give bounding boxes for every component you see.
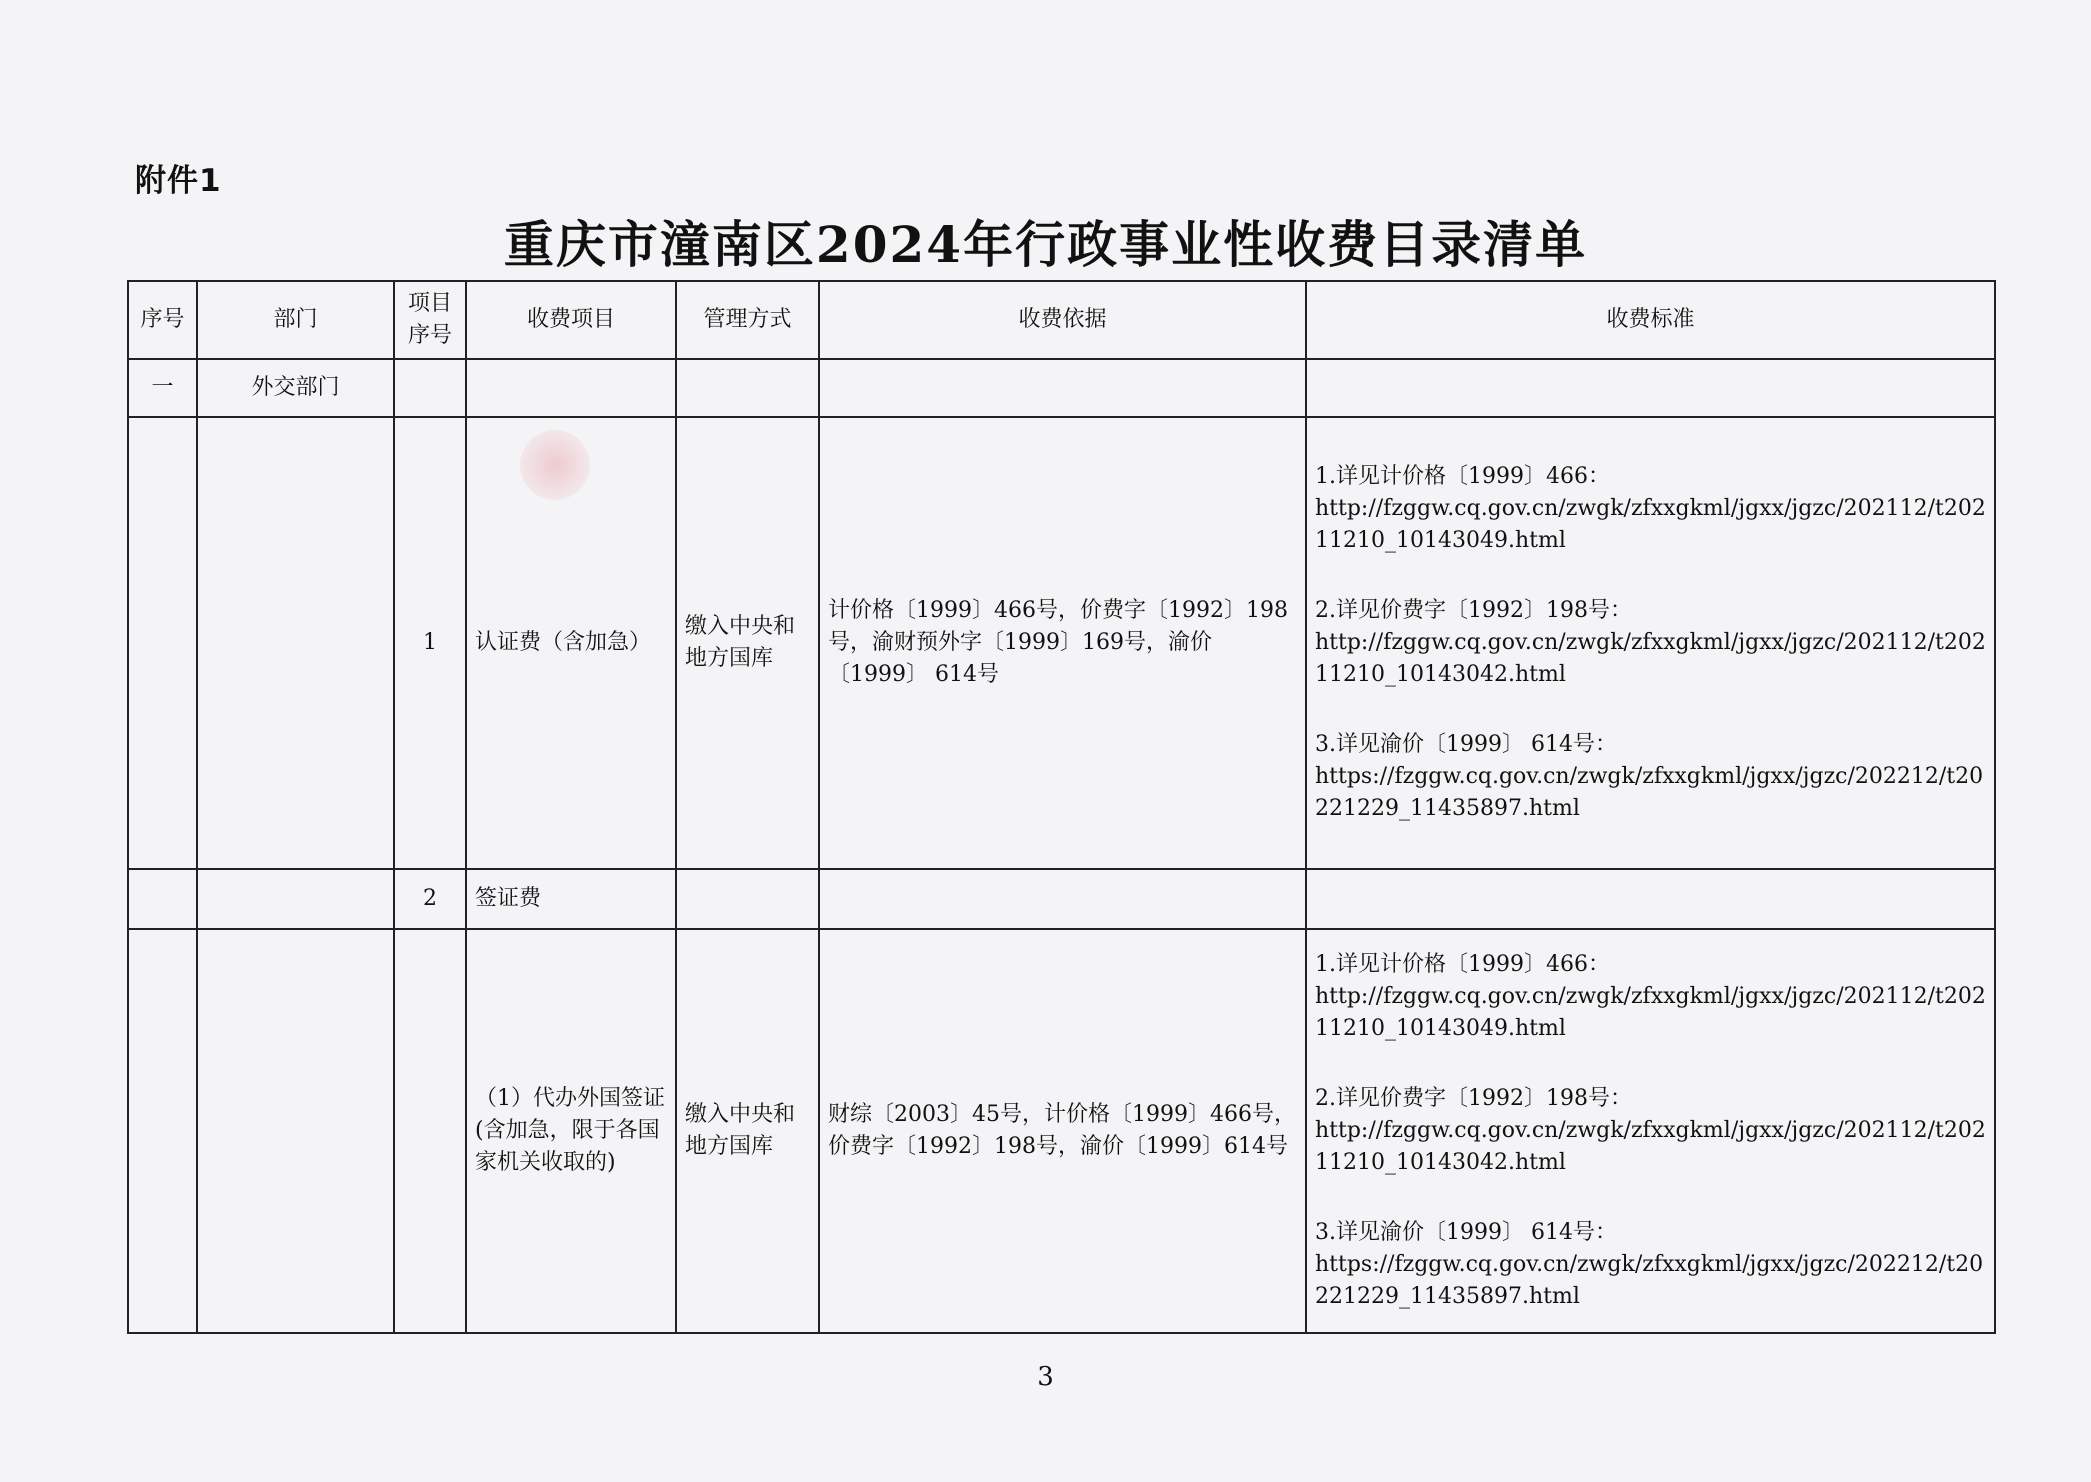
fee-standard: [1306, 929, 1995, 1333]
item-name: 签证费: [466, 869, 676, 929]
standard-entry: 2.详见价费字〔1992〕198号： http://fzggw.cq.gov.cn/zwgk/zfxxgkml/jgxx/jgzc/202112/t20211210_10143042.html: [1315, 595, 1986, 691]
fee-standard: [1306, 417, 1995, 869]
col-header-management: 管理方式: [676, 281, 819, 359]
col-header-item: 收费项目: [466, 281, 676, 359]
col-header-basis: 收费依据: [819, 281, 1306, 359]
standard-link[interactable]: http://fzggw.cq.gov.cn/zwgk/zfxxgkml/jgxx/jgzc/202112/t20211210_10143049.html: [1315, 984, 1986, 1042]
section-number: 一: [128, 359, 197, 417]
page-number: 3: [1037, 1362, 1054, 1392]
section-row: [128, 359, 1995, 417]
standard-entry: 1.详见计价格〔1999〕466： http://fzggw.cq.gov.cn/zwgk/zfxxgkml/jgxx/jgzc/202112/t20211210_10143049.html: [1315, 949, 1986, 1045]
standard-link[interactable]: http://fzggw.cq.gov.cn/zwgk/zfxxgkml/jgxx/jgzc/202112/t20211210_10143042.html: [1315, 630, 1986, 687]
fee-catalog-table: [127, 280, 1996, 1334]
table-row: [128, 417, 1995, 869]
standard-entry: 2.详见价费字〔1992〕198号： http://fzggw.cq.gov.cn/zwgk/zfxxgkml/jgxx/jgzc/202112/t20211210_10143042.html: [1315, 1083, 1986, 1179]
col-header-item-seq: 项目序号: [394, 281, 466, 359]
standard-link[interactable]: http://fzggw.cq.gov.cn/zwgk/zfxxgkml/jgxx/jgzc/202112/t20211210_10143049.html: [1315, 496, 1986, 554]
item-number: 1: [394, 417, 466, 869]
col-header-standard: 收费标准: [1306, 281, 1995, 359]
standard-entry: 3.详见渝价〔1999〕 614号： https://fzggw.cq.gov.cn/zwgk/zfxxgkml/jgxx/jgzc/202212/t20221229_11435897.html: [1315, 729, 1986, 825]
management-method: 缴入中央和地方国库: [676, 417, 819, 869]
item-number: 2: [394, 869, 466, 929]
standard-entry: 3.详见渝价〔1999〕 614号： https://fzggw.cq.gov.cn/zwgk/zfxxgkml/jgxx/jgzc/202212/t20221229_11435897.html: [1315, 1217, 1986, 1313]
management-method: 缴入中央和地方国库: [676, 929, 819, 1333]
standard-entry: 1.详见计价格〔1999〕466： http://fzggw.cq.gov.cn/zwgk/zfxxgkml/jgxx/jgzc/202112/t20211210_10143049.html: [1315, 461, 1986, 557]
page-title: 重庆市潼南区2024年行政事业性收费目录清单: [503, 215, 1588, 274]
section-dept: 外交部门: [197, 359, 394, 417]
table-row: [128, 869, 1995, 929]
col-header-seq: 序号: [128, 281, 197, 359]
item-name: 认证费（含加急）: [466, 417, 676, 869]
annex-label: 附件1: [135, 163, 222, 199]
fee-basis: 财综〔2003〕45号，计价格〔1999〕466号，价费字〔1992〕198号，渝价〔1999〕614号: [819, 929, 1306, 1333]
table-header-row: [128, 281, 1995, 359]
col-header-dept: 部门: [197, 281, 394, 359]
item-name: （1）代办外国签证(含加急，限于各国家机关收取的): [466, 929, 676, 1333]
fee-basis: 计价格〔1999〕466号，价费字〔1992〕198号，渝财预外字〔1999〕169号，渝价〔1999〕 614号: [819, 417, 1306, 869]
standard-link[interactable]: https://fzggw.cq.gov.cn/zwgk/zfxxgkml/jgxx/jgzc/202212/t20221229_11435897.html: [1315, 763, 1984, 821]
standard-link[interactable]: https://fzggw.cq.gov.cn/zwgk/zfxxgkml/jgxx/jgzc/202212/t20221229_11435897.html: [1315, 1251, 1984, 1309]
standard-link[interactable]: http://fzggw.cq.gov.cn/zwgk/zfxxgkml/jgxx/jgzc/202112/t20211210_10143042.html: [1315, 1118, 1986, 1175]
table-row: [128, 929, 1995, 1333]
